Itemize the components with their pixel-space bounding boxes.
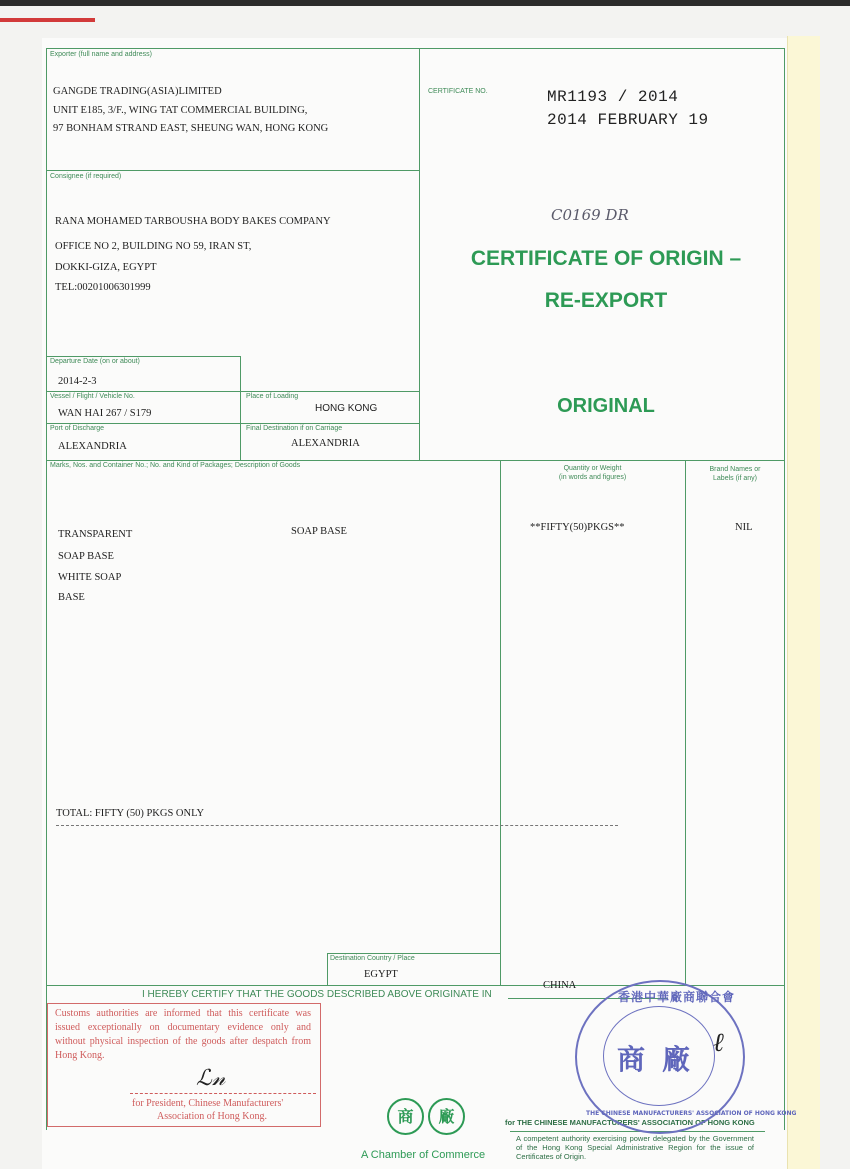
goods-description: SOAP BASE [291, 526, 347, 537]
departure-value: 2014-2-3 [58, 376, 97, 387]
final-destination-value: ALEXANDRIA [291, 438, 360, 449]
brand-label-2: Labels (if any) [713, 475, 757, 482]
destination-country-label: Destination Country / Place [330, 955, 415, 962]
loading-label: Place of Loading [246, 393, 299, 400]
quantity-label-2: (in words and figures) [558, 474, 627, 481]
goods-divider [46, 460, 785, 461]
form-border-right [784, 48, 785, 1130]
exporter-line-1: GANGDE TRADING(ASIA)LIMITED [53, 86, 222, 97]
stamp-signature: ℓ [713, 1028, 724, 1058]
loading-value: HONG KONG [315, 403, 378, 414]
consignee-line-3: DOKKI-GIZA, EGYPT [55, 262, 157, 273]
certify-statement: I HEREBY CERTIFY THAT THE GOODS DESCRIBED ABOVE ORIGINATE IN [142, 989, 492, 1000]
scan-top-edge [0, 0, 850, 6]
certificate-title-line-2: RE-EXPORT [544, 289, 668, 312]
chamber-logo-icon-right: 廠 [428, 1098, 465, 1135]
header-divider [419, 48, 420, 460]
association-for-text: for THE CHINESE MANUFACTURERS' ASSOCIATION OF HONG KONG [505, 1118, 755, 1127]
stamp-ring-cn: 香港中華廠商聯合會 [618, 990, 736, 1004]
form-border-left [46, 48, 47, 1130]
discharge-label: Port of Discharge [50, 425, 105, 432]
signature-line [130, 1093, 316, 1094]
brand-value: NIL [735, 522, 753, 533]
vessel-value: WAN HAI 267 / S179 [58, 408, 152, 419]
exporter-divider [46, 170, 420, 171]
certificate-number: MR1193 / 2014 [547, 88, 679, 106]
certificate-no-label: CERTIFICATE NO. [428, 88, 488, 95]
dest-box-left [327, 953, 328, 985]
departure-divider [46, 356, 240, 357]
discharge-divider [46, 423, 420, 424]
consignee-line-4: TEL:00201006301999 [55, 282, 151, 293]
chamber-text: A Chamber of Commerce [361, 1149, 486, 1161]
destination-country-value: EGYPT [364, 969, 398, 980]
quantity-label-1: Quantity or Weight [563, 465, 622, 472]
underlying-page-edge [787, 36, 820, 1169]
chamber-logo-icon-left: 商 [387, 1098, 424, 1135]
discharge-value: ALEXANDRIA [58, 441, 127, 452]
brand-label-1: Brand Names or [709, 466, 761, 473]
certificate-date: 2014 FEBRUARY 19 [547, 111, 709, 129]
departure-right [240, 356, 241, 460]
origin-country: CHINA [543, 980, 577, 991]
consignee-line-1: RANA MOHAMED TARBOUSHA BODY BAKES COMPANY [55, 216, 331, 227]
goods-total: TOTAL: FIFTY (50) PKGS ONLY [56, 808, 205, 819]
quantity-value: **FIFTY(50)PKGS** [530, 522, 625, 533]
exporter-line-2: UNIT E185, 3/F., WING TAT COMMERCIAL BUILDING, [53, 105, 308, 116]
scan-red-mark [0, 18, 95, 22]
dest-box-top [327, 953, 500, 954]
form-border-top [46, 48, 785, 49]
original-mark: ORIGINAL [557, 395, 655, 417]
vessel-divider [46, 391, 420, 392]
goods-mark-4: BASE [58, 592, 85, 603]
stamp-char-left: 商 [617, 1043, 646, 1076]
stamp-char-right: 廠 [662, 1043, 691, 1076]
customs-notice-text: Customs authorities are informed that this certificate was issued exceptionally on documentary evidence only and without physical inspection of the goods after despatch from Hong Kong. [55, 1008, 311, 1061]
goods-total-rule [56, 825, 618, 826]
goods-mark-1: TRANSPARENT [58, 529, 133, 540]
signature: ℒ𝓃 [196, 1066, 226, 1091]
customs-signatory-line-1: for President, Chinese Manufacturers' [132, 1098, 284, 1109]
quantity-left [500, 460, 501, 985]
departure-label: Departure Date (on or about) [50, 358, 140, 365]
brand-left [685, 460, 686, 985]
exporter-line-3: 97 BONHAM STRAND EAST, SHEUNG WAN, HONG KONG [53, 123, 329, 134]
vessel-label: Vessel / Flight / Vehicle No. [50, 393, 135, 400]
consignee-line-2: OFFICE NO 2, BUILDING NO 59, IRAN ST, [55, 241, 252, 252]
customs-signatory-line-2: Association of Hong Kong. [157, 1111, 267, 1122]
association-authority: A competent authority exercising power delegated by the Government of the Hong Kong Special Administrative Region for the issue of Certificates of Origin. [516, 1134, 754, 1161]
consignee-label: Consignee (if required) [50, 173, 122, 180]
goods-mark-2: SOAP BASE [58, 551, 114, 562]
certificate-title-line-1: CERTIFICATE OF ORIGIN – [470, 247, 742, 270]
goods-label: Marks, Nos. and Container No.; No. and Kind of Packages; Description of Goods [50, 462, 301, 469]
goods-mark-3: WHITE SOAP [58, 572, 122, 583]
stamp-ring-en: THE CHINESE MANUFACTURERS' ASSOCIATION OF HONG KONG [586, 1110, 797, 1117]
final-destination-label: Final Destination if on Carriage [246, 425, 343, 432]
exporter-label: Exporter (full name and address) [50, 51, 152, 58]
handwritten-note: C0169 DR [551, 206, 629, 224]
